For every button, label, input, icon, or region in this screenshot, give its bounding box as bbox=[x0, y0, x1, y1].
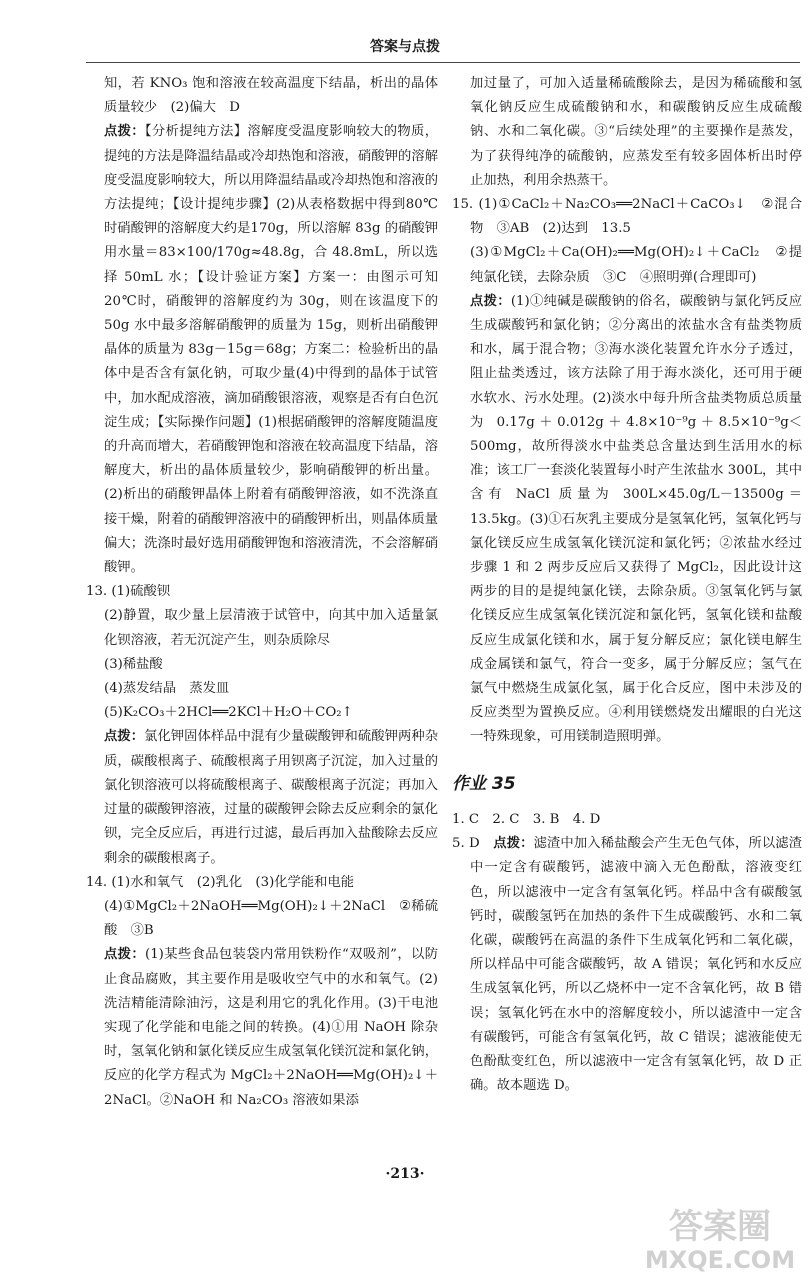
answer-text: (1)①纯碱是碳酸钠的俗名，碳酸钠与氯化钙反应生成碳酸钙和氯化钠；②分离出的浓盐水含有盐类物质和水，属于混合物；③海水淡化装置允许水分子透过，阻止盐类透过，该方法除了用于海水淡化，还可用于硬水软水、污水处理。(2)淡水中每升所含盐类物质总质量为 0.17g＋0.012g＋4.8×10⁻⁹g＋8.5×10⁻⁹g＜500mg，故所得淡水中盐类总含量达到生活用水的标准；该工厂一套淡化装置每小时产生浓盐水 300L，其中含有 NaCl 质量为 300L×45.0g/L－13500g＝13.5kg。(3)①石灰乳主要成分是氢氧化钙，氢氧化钙与氯化镁反应生成氢氧化镁沉淀和氯化钙；②浓盐水经过步骤 1 和 2 两步反应后又获得了 MgCl₂，因此设计这两步的目的是提纯氯化镁，去除杂质。③氢氧化钙与氯化镁反应生成氢氧化镁沉淀和氯化钙，氢氧化镁和盐酸反应生成氯化镁和水，属于复分解反应；氯化镁电解生成金属镁和氯气，符合一变多，属于分解反应；氢气在氯气中燃烧生成氯化氢，属于化合反应，图中未涉及的反应类型为置换反应。④利用镁燃烧发出耀眼的白光这一特殊现象，可用镁制造照明弹。 bbox=[470, 293, 803, 745]
answer-text: (3)稀盐酸 bbox=[104, 656, 163, 672]
watermark-text-top: 答案圈 bbox=[669, 1207, 771, 1247]
running-header: 答案与点拨 bbox=[370, 39, 440, 55]
hint-label: 点拨： bbox=[104, 124, 145, 140]
answer-paragraph bbox=[86, 895, 438, 943]
answer-paragraph bbox=[452, 193, 802, 241]
header-rule bbox=[86, 62, 800, 63]
answer-paragraph bbox=[452, 808, 802, 832]
page-number: ·213· bbox=[385, 1166, 425, 1182]
answer-text: (2)静置，取少量上层清液于试管中，向其中加入适量氯化钡溶液，若无沉淀产生，则杂质除尽 bbox=[104, 608, 438, 648]
answer-text: 氯化钾固体样品中混有少量碳酸钾和硫酸钾两种杂质，碳酸根离子、硫酸根离子用钡离子沉淀，加入过量的氯化钡溶液可以将硫酸根离子、碳酸根离子沉淀；再加入过量的碳酸钾溶液，过量的碳酸钾会除去反应剩余的氯化钡，完全反应后，再进行过滤，最后再加入盐酸除去反应剩余的碳酸根离子。 bbox=[104, 729, 439, 866]
answer-paragraph bbox=[86, 72, 438, 120]
answer-text: 1. C 2. C 3. B 4. D bbox=[452, 811, 601, 827]
answer-text: 15. (1)①CaCl₂＋Na₂CO₃══2NaCl＋CaCO₃↓ ②混合物 ③AB (2)达到 13.5 bbox=[452, 197, 802, 237]
answer-text: 14. (1)水和氧气 (2)乳化 (3)化学能和电能 bbox=[86, 874, 355, 890]
answer-text: (4)蒸发结晶 蒸发皿 bbox=[104, 681, 230, 697]
answer-paragraph bbox=[86, 943, 438, 1112]
answer-text: 【分析提纯方法】溶解度受温度影响较大的物质，提纯的方法是降温结晶或冷却热饱和溶液，硝酸钾的溶解度受温度影响较大，所以用降温结晶或冷却热饱和溶液的方法提纯；【设计提纯步骤】(2)从表格数据中得到80℃时硝酸钾的溶解度大约是170g，所以溶解 83g 的硝酸钾用水量＝83×100/170g≈48.8g，合 48.8mL，所以选择 50mL 水；【设计验证方案】方案一：由图示可知 20℃时，硝酸钾的溶解度约为 30g，则在该温度下的 50g 水中最多溶解硝酸钾的质量为 15g，则析出硝酸钾晶体的质量为 83g－15g＝68g；方案二：检验析出的晶体中是否含有氯化钠，可取少量(4)中得到的晶体于试管中，加水配成溶液，滴加硝酸银溶液，观察是否有白色沉淀生成；【实际操作问题】(1)根据硝酸钾的溶解度随温度的升高而增大，若硝酸钾饱和溶液在较高温度下结晶，溶解度大，析出的晶体质量较少，影响硝酸钾的析出量。(2)析出的硝酸钾晶体上附着有硝酸钾溶液，如不洗涤直接干燥，附着的硝酸钾溶液中的硝酸钾析出，则晶体质量偏大；洗涤时最好选用硝酸钾饱和溶液清洗，不会溶解硝酸钾。 bbox=[104, 124, 438, 576]
watermark-logo bbox=[640, 1200, 800, 1276]
answer-paragraph bbox=[86, 580, 438, 604]
answer-text: 13. (1)硫酸钡 bbox=[86, 584, 171, 600]
answer-paragraph bbox=[452, 290, 802, 750]
answer-text: (4)①MgCl₂＋2NaOH══Mg(OH)₂↓＋2NaCl ②稀硫酸 ③B bbox=[104, 898, 438, 939]
section-title: 作业 35 bbox=[452, 773, 516, 794]
answer-paragraph bbox=[86, 701, 438, 725]
watermark-text-bottom: MXQE.COM bbox=[644, 1246, 796, 1274]
section-items bbox=[452, 808, 802, 1098]
answer-paragraph bbox=[452, 72, 802, 193]
answer-paragraph bbox=[86, 725, 438, 870]
answer-text: (1)某些食品包装袋内常用铁粉作“双吸剂”，以防止食品腐败，其主要作用是吸收空气中的水和氧气。(2)洗洁精能清除油污，这是利用它的乳化作用。(3)干电池实现了化学能和电能之间的转换。(4)①用 NaOH 除杂时，氢氧化钠和氯化镁反应生成氢氧化镁沉淀和氯化钠，反应的化学方程式为 MgCl₂＋2NaOH══Mg(OH)₂↓＋2NaCl。②NaOH 和 Na₂CO₃ 溶液如果添 bbox=[104, 947, 439, 1108]
hint-label: 点拨： bbox=[104, 947, 146, 963]
answer-text: (5)K₂CO₃＋2HCl══2KCl＋H₂O＋CO₂↑ bbox=[104, 705, 353, 721]
answer-text: 知，若 KNO₃ 饱和溶液在较高温度下结晶，析出的晶体质量较少 (2)偏大 D bbox=[104, 76, 438, 116]
answer-paragraph bbox=[86, 604, 438, 652]
hint-label: 点拨： bbox=[493, 836, 534, 852]
answer-paragraph bbox=[86, 871, 438, 895]
answer-paragraph bbox=[86, 120, 438, 580]
answer-paragraph bbox=[86, 677, 438, 701]
answer-text: (3)①MgCl₂＋Ca(OH)₂══Mg(OH)₂↓＋CaCl₂ ②提纯氯化镁，去除杂质 ③C ④照明弹(合理即可) bbox=[470, 245, 802, 285]
answer-text: 加过量了，可加入适量稀硫酸除去，是因为稀硫酸和氢氧化钠反应生成硫酸钠和水，和碳酸钠反应生成硫酸钠、水和二氧化碳。③“后续处理”的主要操作是蒸发，为了获得纯净的硫酸钠，应蒸发至有较多固体析出时停止加热，利用余热蒸干。 bbox=[470, 76, 802, 188]
right-column bbox=[452, 72, 802, 1098]
left-column bbox=[86, 72, 438, 1113]
answer-text: 滤渣中加入稀盐酸会产生无色气体，所以滤渣中一定含有碳酸钙，滤液中滴入无色酚酞，溶液变红色，所以滤液中一定含有氢氧化钙。样品中含有碳酸氢钙时，碳酸氢钙在加热的条件下生成碳酸钙、水和二氧化碳，碳酸钙在高温的条件下生成氧化钙和二氧化碳，所以样品中可能含碳酸钙，故 A 错误；氧化钙和水反应生成氢氧化钙，所以乙烧杯中一定不含氧化钙，故 B 错误；氢氧化钙在水中的溶解度较小，所以滤渣中一定含有碳酸钙，可能含有氢氧化钙，故 C 错误；滤液能使无色酚酞变红色，所以滤液中一定含有氢氧化钙，故 D 正确。故本题选 D。 bbox=[470, 836, 803, 1094]
hint-label: 点拨： bbox=[470, 293, 511, 309]
answer-paragraph bbox=[452, 241, 802, 289]
hint-label: 点拨： bbox=[104, 729, 145, 745]
answer-paragraph bbox=[452, 832, 802, 1098]
answer-paragraph bbox=[86, 653, 438, 677]
answer-number: 5. D bbox=[452, 836, 494, 852]
right-column-paragraphs bbox=[452, 72, 802, 750]
